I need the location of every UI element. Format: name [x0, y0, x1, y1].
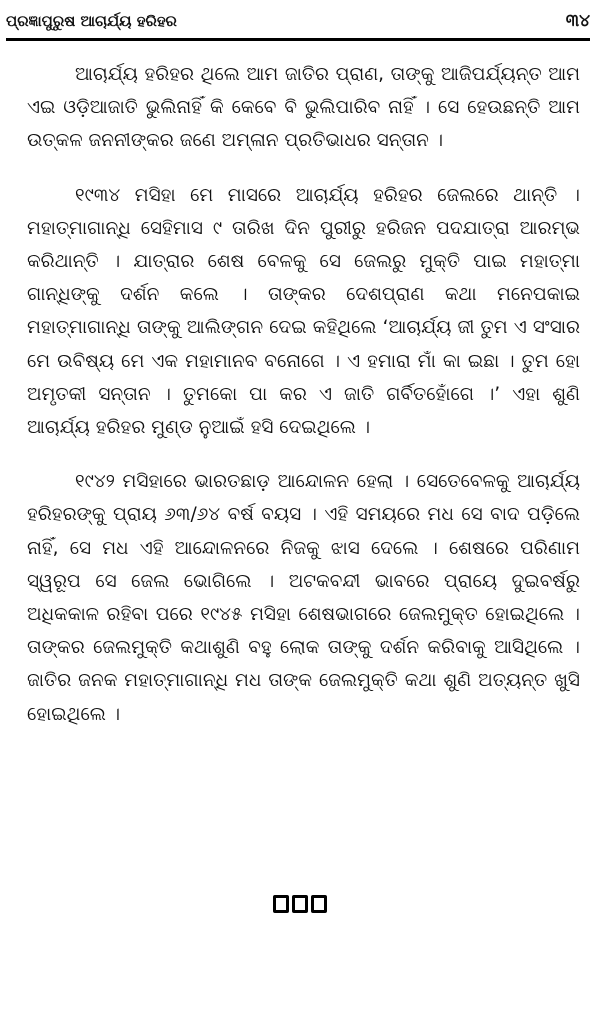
page-number: ୩୪ — [565, 11, 590, 31]
ornament-box — [311, 895, 327, 913]
body-text — [27, 58, 580, 731]
paragraph-1: ଆଚାର୍ଯ୍ୟ ହରିହର ଥିଲେ ଆମ ଜାତିର ପ୍ରାଣ, ତାଙ୍କୁ ଆଜିପର୍ଯ୍ୟନ୍ତ ଆମ ଏଇ ଓଡ଼ିଆଜାତି ଭୁଲିନାହିଁ କି କେବେ ବି ଭୁଲିପାରିବ ନାହିଁ । ସେ ହେଉଛନ୍ତି ଆମ ଉତ୍କଳ ଜନନୀଙ୍କର ଜଣେ ଅମ୍ଳାନ ପ୍ରତିଭାଧର ସନ୍ତାନ । — [27, 64, 580, 152]
paragraph-2: ୧୯୩୪ ମସିହା ମେ ମାସରେ ଆଚାର୍ଯ୍ୟ ହରିହର ଜେଲରେ ଥାନ୍ତି । ମହାତ୍ମାଗାନ୍ଧି ସେହିମାସ ୯ ତାରିଖ ଦିନ ପୁରୀରୁ ହରିଜନ ପଦଯାତ୍ରା ଆରମ୍ଭ କରିଥାନ୍ତି । ଯାତ୍ରାର ଶେଷ ବେଳକୁ ସେ ଜେଲରୁ ମୁକ୍ତି ପାଇ ମହାତ୍ମା ଗାନ୍ଧିଙ୍କୁ ଦର୍ଶନ କଲେ । ତାଙ୍କର ଦେଶପ୍ରାଣ କଥା ମନେପକାଇ ମହାତ୍ମାଗାନ୍ଧି ତାଙ୍କୁ ଆଲିଙ୍ଗନ ଦେଇ କହିଥିଲେ ‘ଆଚାର୍ଯ୍ୟ ଜୀ ତୁମ ଏ ସଂସାର ମେ ଉବିଷ୍ୟ ମେ ଏକ ମହାମାନବ ବନୋଗେ । ଏ ହମାରା ମାଁ କା ଇଛା । ତୁମ ହୋ ଅମୃତକୀ ସନ୍ତାନ । ତୁମକୋ ପା କର ଏ ଜାତି ଗର୍ବିତହୋଁଗେ ।’ ଏହା ଶୁଣି ଆଚାର୍ଯ୍ୟ ହରିହର ମୁଣ୍ଡ ନୁଆଇଁ ହସି ଦେଇଥିଲେ । — [27, 184, 580, 439]
ornament-box — [273, 895, 289, 913]
end-of-chapter-ornament-icon — [0, 895, 600, 913]
running-title: ପ୍ରଜ୍ଞାପୁରୁଷ ଆଚାର୍ଯ୍ୟ ହରିହର — [6, 12, 177, 30]
paragraph-3: ୧୯୪୨ ମସିହାରେ ଭାରତଛାଡ଼ ଆନ୍ଦୋଳନ ହେଲା । ସେତେବେଳକୁ ଆଚାର୍ଯ୍ୟ ହରିହରଙ୍କୁ ପ୍ରାୟ ୬୩/୬୪ ବର୍ଷ ବୟସ । ଏହି ସମୟରେ ମଧ ସେ ବାଦ ପଡ଼ିଲେ ନାହିଁ, ସେ ମଧ ଏହି ଆନ୍ଦୋଳନରେ ନିଜକୁ ଝାସ ଦେଲେ । ଶେଷରେ ପରିଣାମ ସ୍ୱରୂପ ସେ ଜେଲ ଭୋଗିଲେ । ଅଟକବନ୍ଦୀ ଭାବରେ ପ୍ରାୟେ ଦୁଇବର୍ଷରୁ ଅଧିକକାଳ ରହିବା ପରେ ୧୯୪୫ ମସିହା ଶେଷଭାଗରେ ଜେଲମୁକ୍ତ ହୋଇଥିଲେ । ତାଙ୍କର ଜେଲମୁକ୍ତି କଥାଶୁଣି ବହୁ ଲୋକ ତାଙ୍କୁ ଦର୍ଶନ କରିବାକୁ ଆସିଥିଲେ । ଜାତିର ଜନକ ମହାତ୍ମାଗାନ୍ଧି ମଧ ତାଙ୍କ ଜେଲମୁକ୍ତି କଥା ଶୁଣି ଅତ୍ୟନ୍ତ ଖୁସି ହୋଇଥିଲେ । — [27, 471, 580, 725]
ornament-box — [292, 895, 308, 913]
running-header — [6, 4, 590, 41]
